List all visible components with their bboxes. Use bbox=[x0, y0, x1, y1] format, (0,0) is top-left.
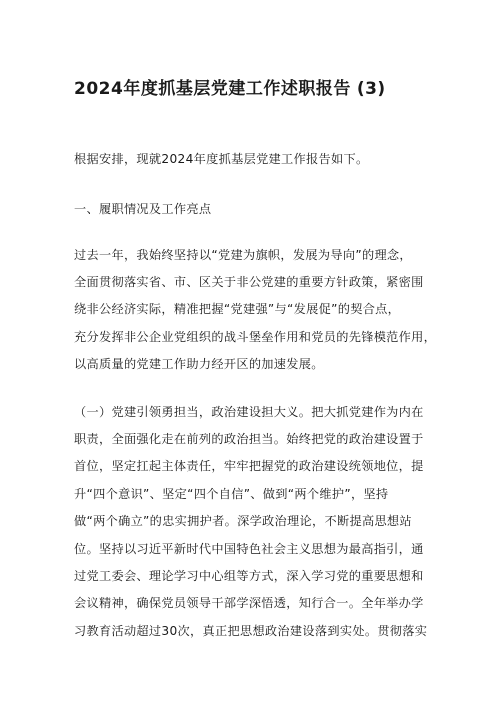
document-title bbox=[74, 74, 434, 99]
paragraph1-line-2: 全面贯彻落实省、市、区关于非公党建的重要方针政策，紧密围 bbox=[74, 275, 424, 289]
paragraph2-line-4: 升“四个意识”、坚定“四个自信”、做到“两个维护”，坚持 bbox=[74, 487, 389, 501]
intro-line: 根据安排，现就2024年度抓基层党建工作报告如下。 bbox=[74, 152, 369, 166]
paragraph1-line-3: 绕非公经济实际，精准把握“党建强”与“发展促”的契合点， bbox=[74, 302, 401, 316]
paragraph2-line-9: 习教育活动超过30次，真正把思想政治建设落到实处。贯彻落实 bbox=[74, 624, 428, 638]
paragraph1-line-5: 以高质量的党建工作助力经开区的加速发展。 bbox=[74, 357, 324, 371]
paragraph2-line-6: 位。坚持以习近平新时代中国特色社会主义思想为最高指引，通 bbox=[74, 542, 424, 556]
paragraph2-line-2: 职责，全面强化走在前列的政治担当。始终把党的政治建设置于 bbox=[74, 432, 424, 446]
title-suffix: (3) bbox=[356, 79, 386, 99]
paragraph2-line-8: 会议精神，确保党员领导干部学深悟透，知行合一。全年举办学 bbox=[74, 596, 424, 610]
paragraph2-line-7: 过党工委会、理论学习中心组等方式，深入学习党的重要思想和 bbox=[74, 569, 424, 583]
paragraph2-line-3: 首位，坚定扛起主体责任，牢牢把握党的政治建设统领地位，提 bbox=[74, 459, 424, 473]
paragraph2-line-1: （一）党建引领勇担当，政治建设担大义。把大抓党建作为内在 bbox=[74, 405, 424, 419]
paragraph1-line-4: 充分发挥非公企业党组织的战斗堡垒作用和党员的先锋模范作用， bbox=[74, 330, 437, 344]
title-main: 2024年度抓基层党建工作述职报告 bbox=[74, 79, 351, 99]
paragraph2-line-5: 做“两个确立”的忠实拥护者。深学政治理论，不断提高思想站 bbox=[74, 514, 412, 528]
paragraph1-line-1: 过去一年，我始终坚持以“党建为旗帜，发展为导向”的理念， bbox=[74, 248, 412, 262]
section-heading: 一、履职情况及工作亮点 bbox=[74, 202, 212, 216]
